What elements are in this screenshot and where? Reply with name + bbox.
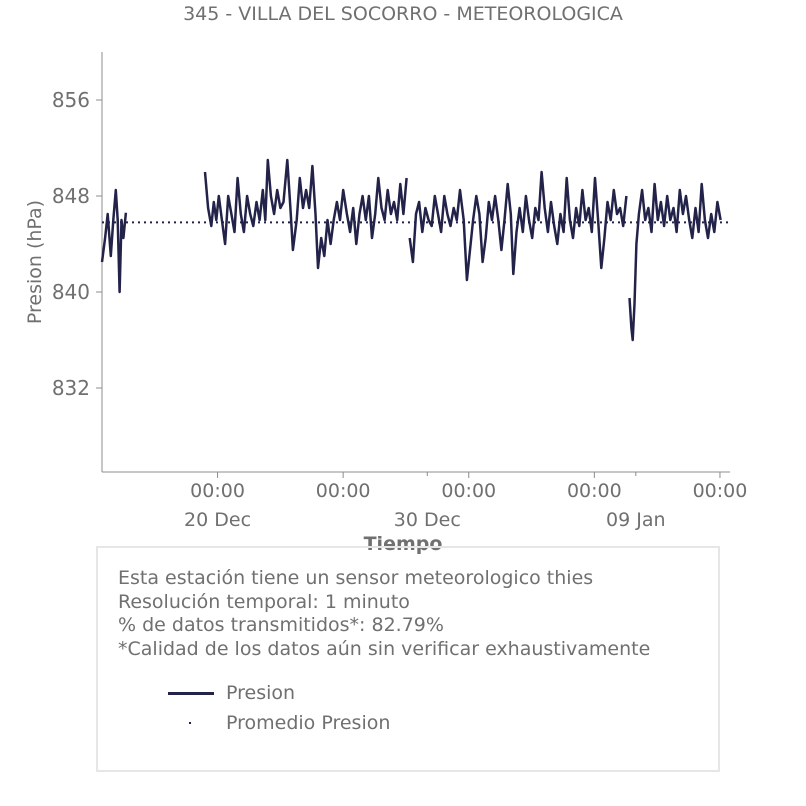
y-tick-label: 832 [51, 376, 90, 400]
x-axis-label: Tiempo [363, 533, 443, 555]
info-line-quality: *Calidad de los datos aún sin verificar exhaustivamente [118, 637, 651, 660]
legend-item-presion [168, 681, 295, 705]
y-tick-label: 856 [51, 88, 90, 112]
pressure-series-segment-4 [630, 184, 721, 340]
legend-item-promedio [168, 711, 390, 735]
legend-dot-swatch [168, 711, 214, 735]
legend-label-presion: Presion [226, 682, 296, 704]
pressure-series-segment-1 [102, 190, 126, 292]
x-tick-label: 00:00 [692, 480, 748, 502]
chart-title: 345 - VILLA DEL SOCORRO - METEOROLOGICA [183, 3, 623, 25]
y-axis-label: Presion (hPa) [24, 199, 46, 325]
y-tick-label: 848 [51, 184, 90, 208]
x-date-label: 09 Jan [606, 509, 666, 531]
legend-label-promedio: Promedio Presion [226, 712, 391, 734]
info-line-sensor: Esta estación tiene un sensor meteorologico thies [118, 567, 594, 589]
info-line-transmitted: % de datos transmitidos*: 82.79% [118, 614, 444, 636]
x-date-label: 20 Dec [184, 509, 252, 531]
legend-line-swatch [168, 681, 214, 705]
info-box [96, 546, 720, 772]
y-tick-label: 840 [51, 280, 90, 304]
x-tick-label: 00:00 [190, 480, 245, 502]
x-tick-label: 00:00 [566, 480, 622, 502]
x-date-label: 30 Dec [393, 509, 461, 531]
info-line-resolution: Resolución temporal: 1 minuto [118, 590, 410, 613]
pressure-series-segment-2 [205, 160, 407, 268]
x-tick-label: 00:00 [441, 480, 497, 502]
x-tick-label: 00:00 [315, 480, 371, 502]
pressure-series-segment-3 [410, 172, 627, 280]
